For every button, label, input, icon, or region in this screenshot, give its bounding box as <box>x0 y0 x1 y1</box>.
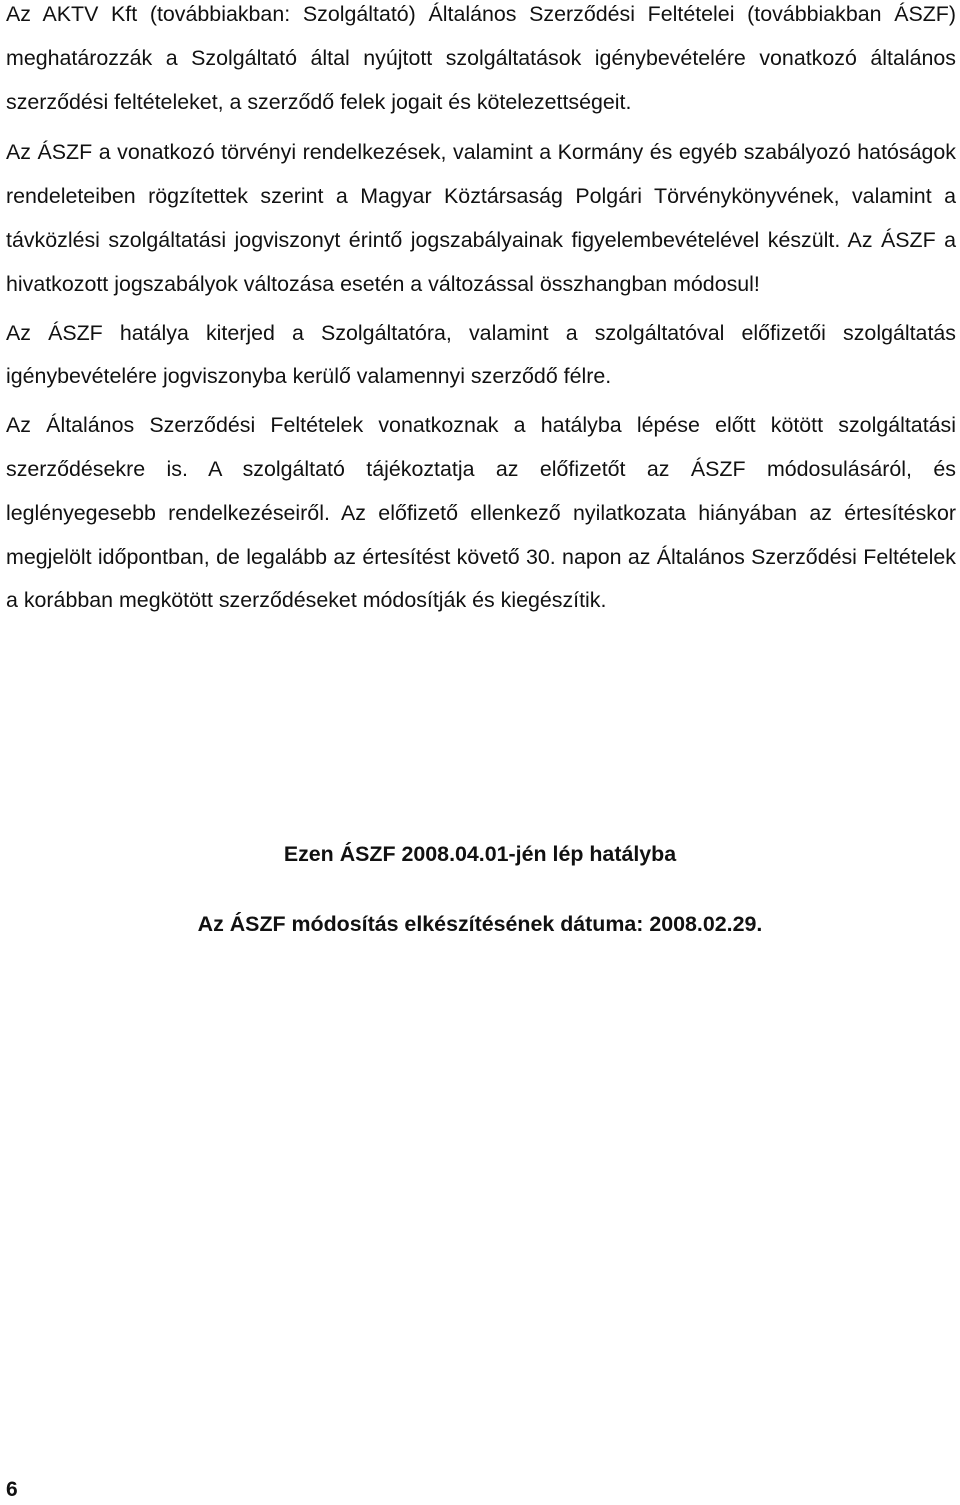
applicability-paragraph: Az Általános Szerződési Feltételek vonatkoznak a hatályba lépése előtt kötött szolgáltatási szerződésekre is. A szolgáltató tájékoztatja az előfizetőt az ÁSZF módosulásáról, és leglényegesebb rendelkezéseiről. Az előfizető ellenkező nyilatkozata hiányában az értesítéskor megjelölt időpontban, de legalább az értesítést követő 30. napon az Általános Szerződési Feltételek a korábban megkötött szerződéseket módosítják és kiegészítik. <box>6 413 956 613</box>
document-page <box>6 0 956 623</box>
modification-date-line: Az ÁSZF módosítás elkészítésének dátuma: 2008.02.29. <box>197 912 763 936</box>
intro-paragraph: Az AKTV Kft (továbbiakban: Szolgáltató) Általános Szerződési Feltételei (továbbiakban ÁSZF) meghatározzák a Szolgáltató által nyújtott szolgáltatások igénybevételére vonatkozó általános szerződési feltételeket, a szerződő felek jogait és kötelezettségeit. <box>6 2 956 114</box>
page-number: 6 <box>6 1478 18 1501</box>
legal-basis-paragraph: Az ÁSZF a vonatkozó törvényi rendelkezések, valamint a Kormány és egyéb szabályozó hatóságok rendeleteiben rögzítettek szerint a Magyar Köztársaság Polgári Törvénykönyvének, valamint a távközlési szolgáltatási jogviszonyt érintő jogszabályainak figyelembevételével készült. Az ÁSZF a hivatkozott jogszabályok változása esetén a változással összhangban módosul! <box>6 140 956 296</box>
scope-paragraph: Az ÁSZF hatálya kiterjed a Szolgáltatóra, valamint a szolgáltatóval előfizetői szolgáltatás igénybevételére jogviszonyba kerülő valamennyi szerződő félre. <box>6 320 956 389</box>
effective-date-line: Ezen ÁSZF 2008.04.01-jén lép hatályba <box>283 842 677 866</box>
